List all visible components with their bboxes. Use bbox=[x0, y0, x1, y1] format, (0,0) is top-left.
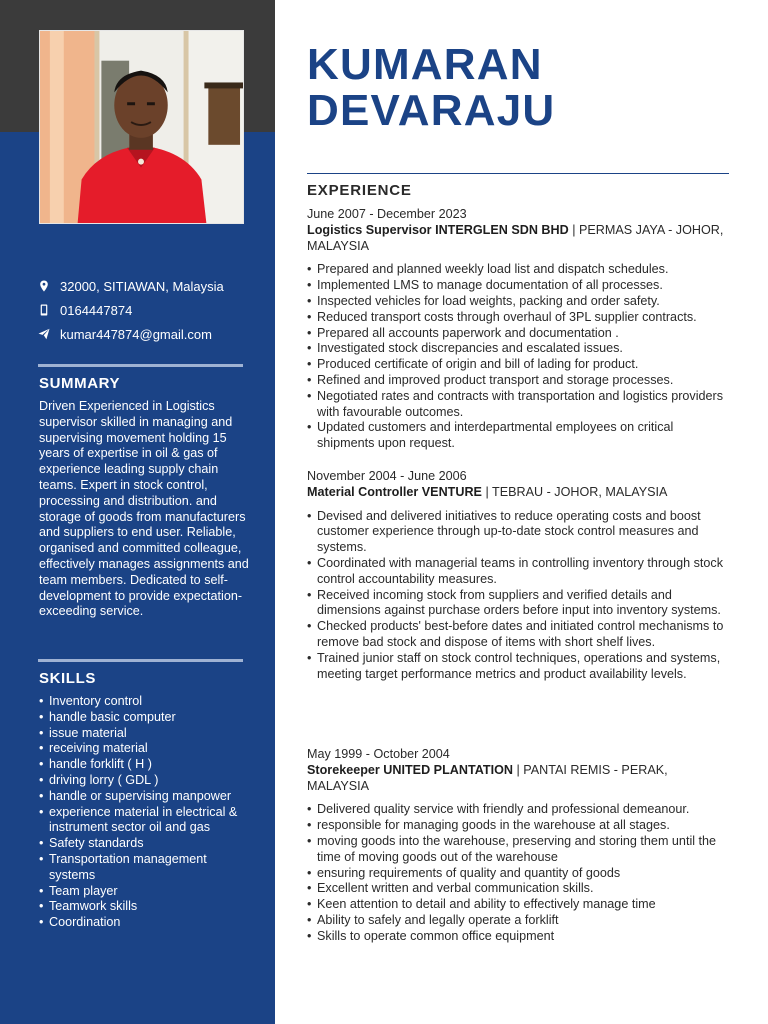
job-bullet: • Prepared and planned weekly load list and dispatch schedules. bbox=[307, 262, 732, 278]
skill-item: • Coordination bbox=[39, 915, 254, 931]
job-title: Storekeeper UNITED PLANTATION bbox=[307, 762, 513, 777]
sidebar-divider bbox=[38, 364, 243, 367]
skill-item: • receiving material bbox=[39, 741, 254, 757]
skill-item: • issue material bbox=[39, 726, 254, 742]
skills-list bbox=[39, 694, 254, 931]
skill-item: • handle forklift ( H ) bbox=[39, 757, 254, 773]
job-bullet: • Excellent written and verbal communication skills. bbox=[307, 881, 732, 897]
job-bullet: • Keen attention to detail and ability to effectively manage time bbox=[307, 897, 732, 913]
job-bullet: • Updated customers and interdepartmental employees on critical shipments upon request. bbox=[307, 420, 732, 452]
email-link[interactable]: kumar447874@gmail.com bbox=[60, 326, 212, 342]
job-bullet: • Devised and delivered initiatives to reduce operating costs and boost customer experience through up-to-date stock control measures and systems. bbox=[307, 509, 732, 556]
contact-info bbox=[38, 274, 248, 346]
job-bullet: • Delivered quality service with friendly and professional demeanour. bbox=[307, 802, 732, 818]
job-bullet: • Investigated stock discrepancies and escalated issues. bbox=[307, 341, 732, 357]
job-bullet: • Ability to safely and legally operate a forklift bbox=[307, 913, 732, 929]
skill-item: • handle or supervising manpower bbox=[39, 789, 254, 805]
job-bullet: • Skills to operate common office equipment bbox=[307, 929, 732, 945]
skill-item: • Inventory control bbox=[39, 694, 254, 710]
job-entry bbox=[307, 747, 732, 945]
job-bullet: • Trained junior staff on stock control techniques, operations and systems, meeting target performance metrics and product availability levels. bbox=[307, 651, 732, 683]
job-bullet: • Refined and improved product transport and storage processes. bbox=[307, 373, 732, 389]
name-last: DEVARAJU bbox=[307, 86, 556, 135]
job-bullet: • moving goods into the warehouse, preserving and storing them until the time of moving goods out of the warehouse bbox=[307, 834, 732, 866]
job-bullet: • Inspected vehicles for load weights, packing and order safety. bbox=[307, 294, 732, 310]
send-icon bbox=[38, 327, 50, 341]
profile-photo bbox=[39, 30, 244, 224]
skill-item: • Safety standards bbox=[39, 836, 254, 852]
job-bullet: • ensuring requirements of quality and quantity of goods bbox=[307, 866, 732, 882]
skill-item: • experience material in electrical & instrument sector oil and gas bbox=[39, 805, 254, 837]
job-dates: November 2004 - June 2006 bbox=[307, 469, 467, 483]
job-bullet: • Received incoming stock from suppliers and verified details and dimensions against purchase orders before input into inventory systems. bbox=[307, 588, 732, 620]
job-location: | PERMAS JAYA - JOHOR, MALAYSIA bbox=[307, 222, 724, 253]
name-first: KUMARAN bbox=[307, 40, 543, 89]
job-role bbox=[307, 763, 732, 795]
sidebar-divider bbox=[38, 659, 243, 662]
contact-email[interactable] bbox=[38, 322, 248, 346]
skill-item: • Team player bbox=[39, 884, 254, 900]
job-entry bbox=[307, 469, 732, 682]
job-bullet: • Negotiated rates and contracts with transportation and logistics providers with favourable outcomes. bbox=[307, 389, 732, 421]
skills-heading: SKILLS bbox=[39, 670, 96, 687]
job-location: | PANTAI REMIS - PERAK, MALAYSIA bbox=[307, 762, 668, 793]
job-bullets bbox=[307, 262, 732, 452]
summary-heading: SUMMARY bbox=[39, 375, 121, 392]
job-entry bbox=[307, 207, 732, 452]
location-pin-icon bbox=[38, 279, 50, 293]
experience-divider bbox=[307, 173, 729, 174]
job-title: Logistics Supervisor INTERGLEN SDN BHD bbox=[307, 222, 569, 237]
job-bullet: • Produced certificate of origin and bill of lading for product. bbox=[307, 357, 732, 373]
phone-text: 0164447874 bbox=[60, 302, 133, 318]
job-role bbox=[307, 485, 732, 501]
job-bullet: • Coordinated with managerial teams in controlling inventory through stock control accountability measures. bbox=[307, 556, 732, 588]
job-bullet: • Prepared all accounts paperwork and documentation . bbox=[307, 326, 732, 342]
job-bullet: • Implemented LMS to manage documentation of all processes. bbox=[307, 278, 732, 294]
job-title: Material Controller VENTURE bbox=[307, 484, 482, 499]
job-role bbox=[307, 223, 732, 255]
skill-item: • Teamwork skills bbox=[39, 899, 254, 915]
candidate-name bbox=[307, 42, 555, 134]
address-text: 32000, SITIAWAN, Malaysia bbox=[60, 278, 224, 294]
experience-heading: EXPERIENCE bbox=[307, 182, 412, 199]
job-bullets bbox=[307, 802, 732, 944]
job-bullet: • Checked products' best-before dates and initiated control mechanisms to remove bad stock and dispose of items with short shelf lives. bbox=[307, 619, 732, 651]
job-dates: June 2007 - December 2023 bbox=[307, 207, 467, 221]
contact-address bbox=[38, 274, 248, 298]
job-location: | TEBRAU - JOHOR, MALAYSIA bbox=[481, 484, 668, 499]
phone-icon bbox=[38, 303, 50, 317]
skill-item: • handle basic computer bbox=[39, 710, 254, 726]
job-bullet: • Reduced transport costs through overhaul of 3PL supplier contracts. bbox=[307, 310, 732, 326]
job-bullets bbox=[307, 509, 732, 683]
skill-item: • driving lorry ( GDL ) bbox=[39, 773, 254, 789]
job-dates: May 1999 - October 2004 bbox=[307, 747, 450, 761]
summary-text: Driven Experienced in Logistics supervisor skilled in managing and supervising movement holding 15 years of expertise in oil & gas of experience leading supply chain teams. Expert in stock control, processing and distribution. and storage of goods from manufacturers and suppliers to end user. Reliable, organised and committed colleague, effectively manages assignments and team members. Dedicated to self-development to provide expectation-exceeding service. bbox=[39, 399, 249, 619]
skill-item: • Transportation management systems bbox=[39, 852, 254, 884]
job-bullet: • responsible for managing goods in the warehouse at all stages. bbox=[307, 818, 732, 834]
contact-phone bbox=[38, 298, 248, 322]
